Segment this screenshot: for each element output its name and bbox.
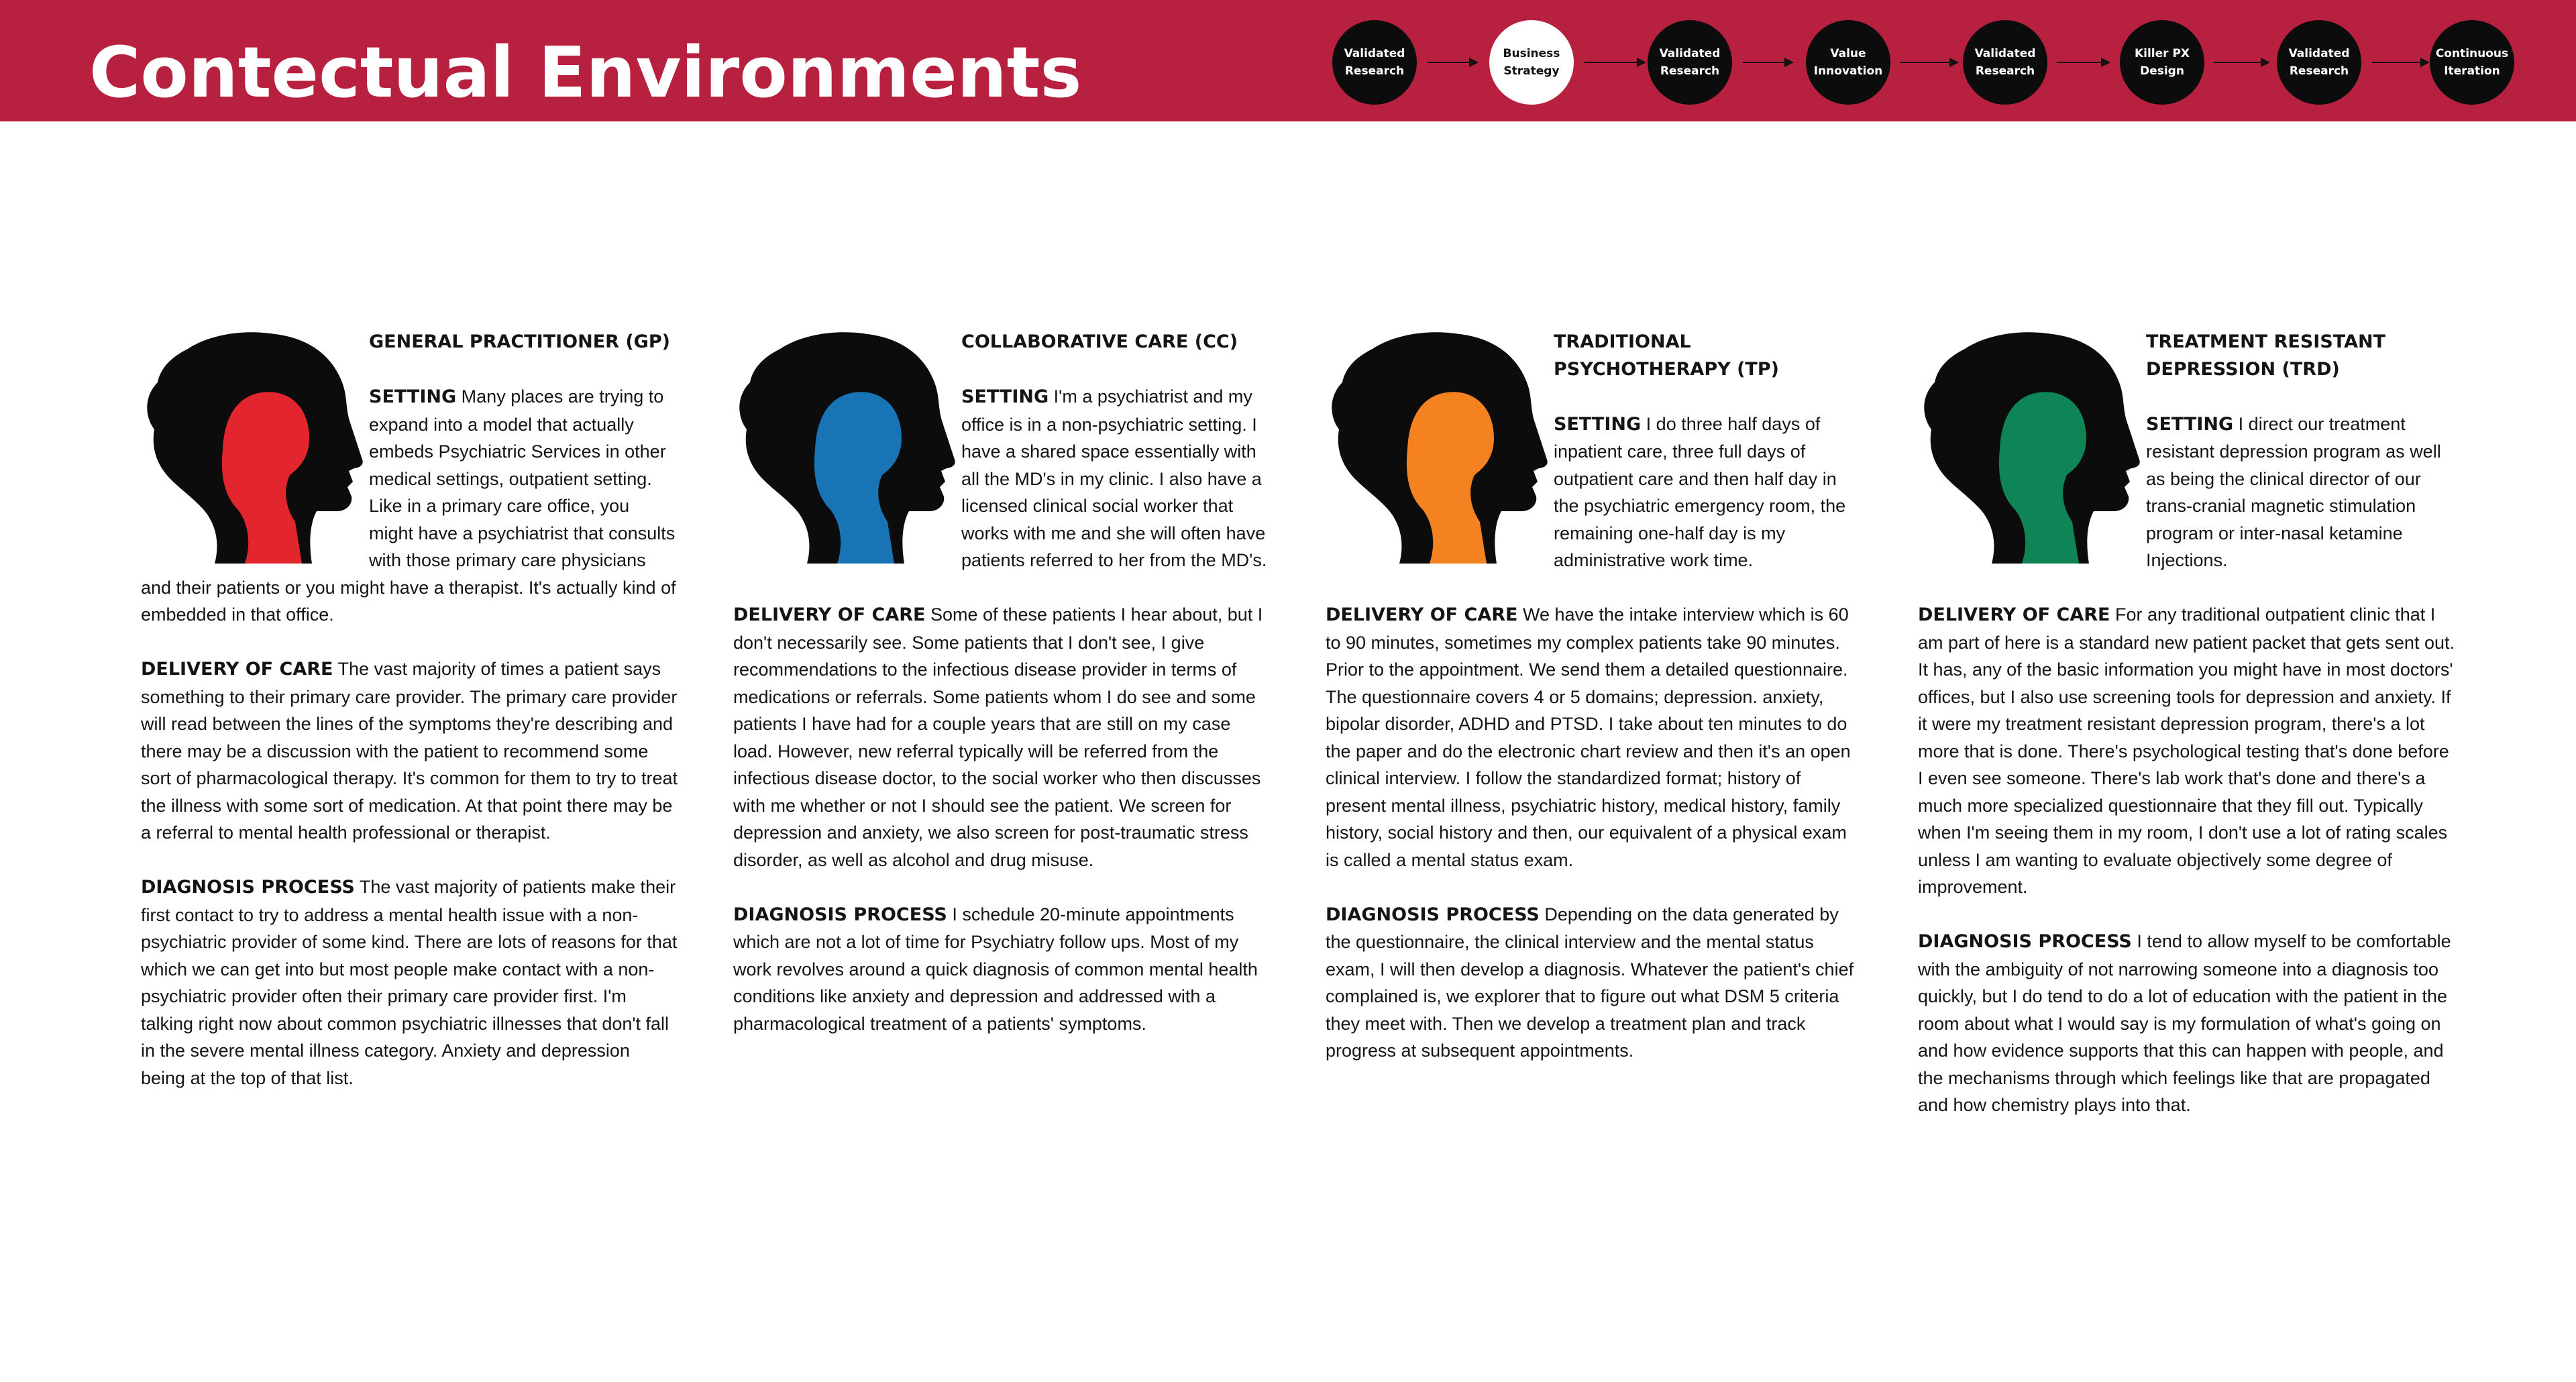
flow-step-business-strategy: Business Strategy <box>1489 20 1574 105</box>
flow-step-killer-px-design: Killer PX Design <box>2120 20 2204 105</box>
delivery-label: DELIVERY OF CARE <box>1918 604 2110 625</box>
column-treatment-resistant-depression <box>1918 329 2455 1119</box>
delivery-paragraph <box>733 601 1270 873</box>
setting-label: SETTING <box>961 386 1049 407</box>
diagnosis-label: DIAGNOSIS PROCESS <box>1918 931 2132 952</box>
diagnosis-label: DIAGNOSIS PROCESS <box>733 904 947 925</box>
delivery-paragraph <box>1326 601 1862 873</box>
flow-arrow-icon <box>2214 58 2270 67</box>
flow-step-value-innovation: Value Innovation <box>1806 20 1890 105</box>
flow-arrow-icon <box>1585 58 1646 67</box>
delivery-text: Some of these patients I hear about, but I don't necessarily see. Some patients that I don't see, I give recommendations to the infectious disease provider in terms of medications or referrals. Some patients whom I do see and some patients I have had for a couple years that are still on my case load. However, new referral typically will be referred from the infectious disease doctor, to the social worker who then discusses with me whether or not I should see the patient. We screen for depression and anxiety, we also screen for post-traumatic stress disorder, as well as alcohol and drug misuse. <box>733 604 1263 870</box>
column-heading: TRADITIONAL PSYCHOTHERAPY (TP) <box>1554 331 1779 380</box>
setting-label: SETTING <box>1554 413 1642 435</box>
setting-label: SETTING <box>369 386 457 407</box>
delivery-label: DELIVERY OF CARE <box>733 604 926 625</box>
flow-arrow-icon <box>1900 58 1959 67</box>
delivery-label: DELIVERY OF CARE <box>141 659 333 680</box>
column-general-practitioner <box>141 329 678 1092</box>
diagnosis-label: DIAGNOSIS PROCESS <box>141 877 355 898</box>
diagnosis-text: I tend to allow myself to be comfortable with the ambiguity of not narrowing someone into a diagnosis too quickly, but I do tend to do a lot of education with the patient in the room about what I would say is my formulation of what's going on and how evidence supports that this can happen with people, and the mechanisms through which feelings like that are propagated and how chemistry plays into that. <box>1918 931 2451 1115</box>
delivery-paragraph <box>1918 601 2455 901</box>
diagnosis-text: I schedule 20-minute appointments which are not a lot of time for Psychiatry follow ups. Most of my work revolves around a quick diagnosis of common mental health conditions like anxiety and depression and addressed with a pharmacological treatment of a patients' symptoms. <box>733 904 1258 1034</box>
process-flow <box>0 0 2576 121</box>
setting-text: I'm a psychiatrist and my office is in a non-psychiatric setting. I have a shared space essentially with all the MD's in my clinic. I also have a licensed clinical social worker that works with me and she will often have patients referred to her from the MD's. <box>961 386 1267 570</box>
flow-step-validated-research-3: Validated Research <box>1963 20 2047 105</box>
column-heading: GENERAL PRACTITIONER (GP) <box>369 331 670 352</box>
delivery-text: We have the intake interview which is 60 to 90 minutes, sometimes my complex patients take 90 minutes. Prior to the appointment. We send them a detailed questionnaire. The questionnaire covers 4 or 5 domains; depression. anxiety, bipolar disorder, ADHD and PTSD. I take about ten minutes to do the paper and do the electronic chart review and then it's an open clinical interview. I follow the standardized format; history of present mental illness, psychiatric history, medical history, family history, social history and then, our equivalent of a physical exam is called a mental status exam. <box>1326 604 1851 870</box>
setting-text: Many places are trying to expand into a model that actually embeds Psychiatric Services in other medical settings, outpatient setting. Like in a primary care office, you might have a psychiatrist that consults with those primary care physicians and their patients or you might have a therapist. It's actually kind of embedded in that office. <box>141 386 676 625</box>
setting-text: I do three half days of inpatient care, three full days of outpatient care and then half day in the psychiatric emergency room, the remaining one-half day is my administrative work time. <box>1554 413 1846 570</box>
column-heading: TREATMENT RESISTANT DEPRESSION (TRD) <box>2146 331 2385 380</box>
delivery-label: DELIVERY OF CARE <box>1326 604 1518 625</box>
flow-arrow-icon <box>1428 58 1479 67</box>
delivery-paragraph <box>141 655 678 847</box>
flow-step-validated-research-1: Validated Research <box>1332 20 1417 105</box>
flow-step-validated-research-4: Validated Research <box>2277 20 2361 105</box>
flow-arrow-icon <box>2057 58 2110 67</box>
column-collaborative-care <box>733 329 1270 1037</box>
head-silhouette-icon <box>141 329 369 570</box>
head-silhouette-icon <box>733 329 961 570</box>
diagnosis-paragraph <box>733 901 1270 1038</box>
setting-text: I direct our treatment resistant depression program as well as being the clinical director of our trans-cranial magnetic stimulation program or inter-nasal ketamine Injections. <box>2146 413 2441 570</box>
flow-step-continuous-iteration: Continuous Iteration <box>2430 20 2514 105</box>
diagnosis-text: Depending on the data generated by the questionnaire, the clinical interview and the mental status exam, I will then develop a diagnosis. Whatever the patient's chief complained is, we explorer that to figure out what DSM 5 criteria they meet with. Then we develop a treatment plan and track progress at subsequent appointments. <box>1326 904 1854 1061</box>
setting-label: SETTING <box>2146 413 2234 435</box>
flow-step-validated-research-2: Validated Research <box>1648 20 1732 105</box>
head-silhouette-icon <box>1326 329 1554 570</box>
page-title: Contectual Environments <box>89 32 1082 113</box>
column-traditional-psychotherapy <box>1326 329 1862 1065</box>
delivery-text: The vast majority of times a patient says something to their primary care provider. The primary care provider will read between the lines of the symptoms they're describing and there may be a discussion with the patient to recommend some sort of pharmacological therapy. It's common for them to try to treat the illness with some sort of medication. At that point there may be a referral to mental health professional or therapist. <box>141 659 678 843</box>
diagnosis-text: The vast majority of patients make their first contact to try to address a mental health issue with a non-psychiatric provider of some kind. There are lots of reasons for that which we can get into but most people make contact with a non-psychiatric provider often their primary care provider first. I'm talking right now about common psychiatric illnesses that don't fall in the severe mental illness category. Anxiety and depression being at the top of that list. <box>141 877 678 1088</box>
diagnosis-label: DIAGNOSIS PROCESS <box>1326 904 1540 925</box>
column-heading: COLLABORATIVE CARE (CC) <box>961 331 1238 352</box>
diagnosis-paragraph <box>141 873 678 1092</box>
flow-arrow-icon <box>2372 58 2430 67</box>
diagnosis-paragraph <box>1918 928 2455 1119</box>
head-silhouette-icon <box>1918 329 2146 570</box>
flow-arrow-icon <box>1743 58 1794 67</box>
diagnosis-paragraph <box>1326 901 1862 1065</box>
delivery-text: For any traditional outpatient clinic that I am part of here is a standard new patient packet that gets sent out. It has, any of the basic information you might have in most doctors' offices, but I also use screening tools for depression and anxiety. If it were my treatment resistant depression program, there's a lot more that is done. There's psychological testing that's done before I even see someone. There's lab work that's done and there's a much more specialized questionnaire that they fill out. Typically when I'm seeing them in my room, I don't use a lot of rating scales unless I am wanting to evaluate objectively some degree of improvement. <box>1918 604 2455 897</box>
